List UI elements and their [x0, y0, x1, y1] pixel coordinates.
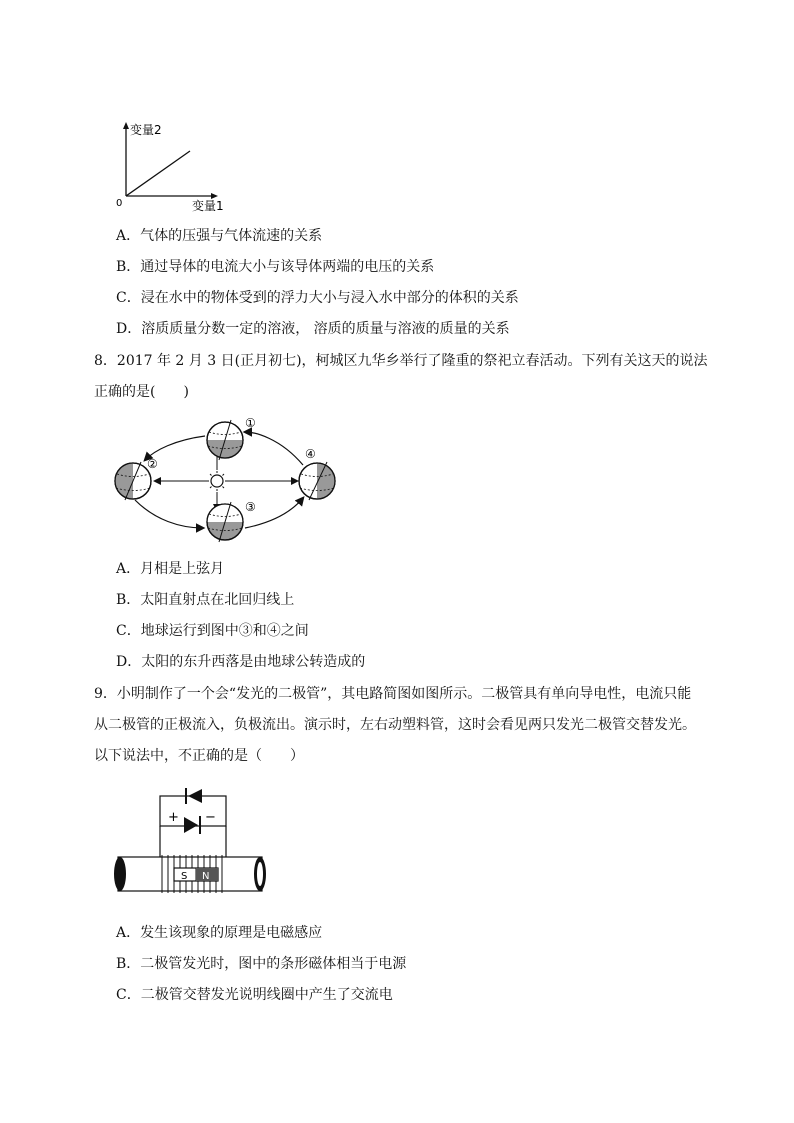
x-axis-label: 变量1: [192, 199, 224, 213]
magnet-n-pole: N: [202, 871, 210, 882]
label-4: ④: [305, 447, 316, 461]
y-axis-label: 变量2: [130, 123, 162, 137]
q8-option-d[interactable]: D．太阳的东升西落是由地球公转造成的: [116, 654, 366, 670]
led-diode-1: [186, 788, 202, 804]
led-diode-2: [184, 816, 200, 834]
minus-sign: −: [205, 810, 216, 825]
q9-stem-line1: 9．小明制作了一个会“发光的二极管”，其电路简图如图所示。二极管具有单向导电性，电流只能: [94, 686, 692, 702]
q7-option-a[interactable]: A．气体的压强与气体流速的关系: [116, 228, 323, 244]
label-3: ③: [245, 500, 256, 514]
variable-graph: [110, 118, 224, 214]
q9-stem-line2: 从二极管的正极流入，负极流出。演示时，左右动塑料管，这时会看见两只发光二极管交替发光。: [94, 717, 696, 733]
sun-icon: [207, 471, 227, 491]
q8-option-a[interactable]: A．月相是上弦月: [116, 561, 225, 577]
q8-stem-line1: 8．2017 年 2 月 3 日(正月初七)，柯城区九华乡举行了隆重的祭祀立春活动。下列有关这天的说法: [94, 353, 708, 369]
q9-option-b[interactable]: B．二极管发光时，图中的条形磁体相当于电源: [116, 956, 407, 972]
q9-option-c[interactable]: C．二极管交替发光说明线圈中产生了交流电: [116, 987, 393, 1003]
q8-option-c[interactable]: C．地球运行到图中③和④之间: [116, 623, 309, 639]
magnet-s-pole: S: [181, 871, 188, 882]
plus-sign: +: [168, 810, 179, 825]
earth-position-2: [115, 462, 151, 500]
q7-option-b[interactable]: B．通过导体的电流大小与该导体两端的电压的关系: [116, 259, 435, 275]
q9-option-a[interactable]: A．发生该现象的原理是电磁感应: [116, 925, 323, 941]
q8-option-b[interactable]: B．太阳直射点在北回归线上: [116, 592, 295, 608]
earth-position-4: [299, 462, 335, 500]
proportional-line: [126, 151, 190, 196]
earth-position-3: [207, 502, 243, 542]
earth-orbit-diagram: [105, 410, 345, 550]
label-2: ②: [147, 457, 158, 471]
bar-magnet: [174, 868, 218, 882]
q7-option-c[interactable]: C．浸在水中的物体受到的浮力大小与浸入水中部分的体积的关系: [116, 290, 519, 306]
origin-label: 0: [116, 198, 123, 209]
label-1: ①: [245, 416, 256, 430]
diode-circuit-diagram: [110, 785, 270, 895]
q9-stem-line3: 以下说法中，不正确的是（ ）: [94, 748, 304, 764]
q8-stem-line2: 正确的是( ): [94, 384, 189, 400]
q7-option-d[interactable]: D．溶质质量分数一定的溶液， 溶质的质量与溶液的质量的关系: [116, 321, 510, 337]
earth-position-1: [207, 420, 243, 460]
